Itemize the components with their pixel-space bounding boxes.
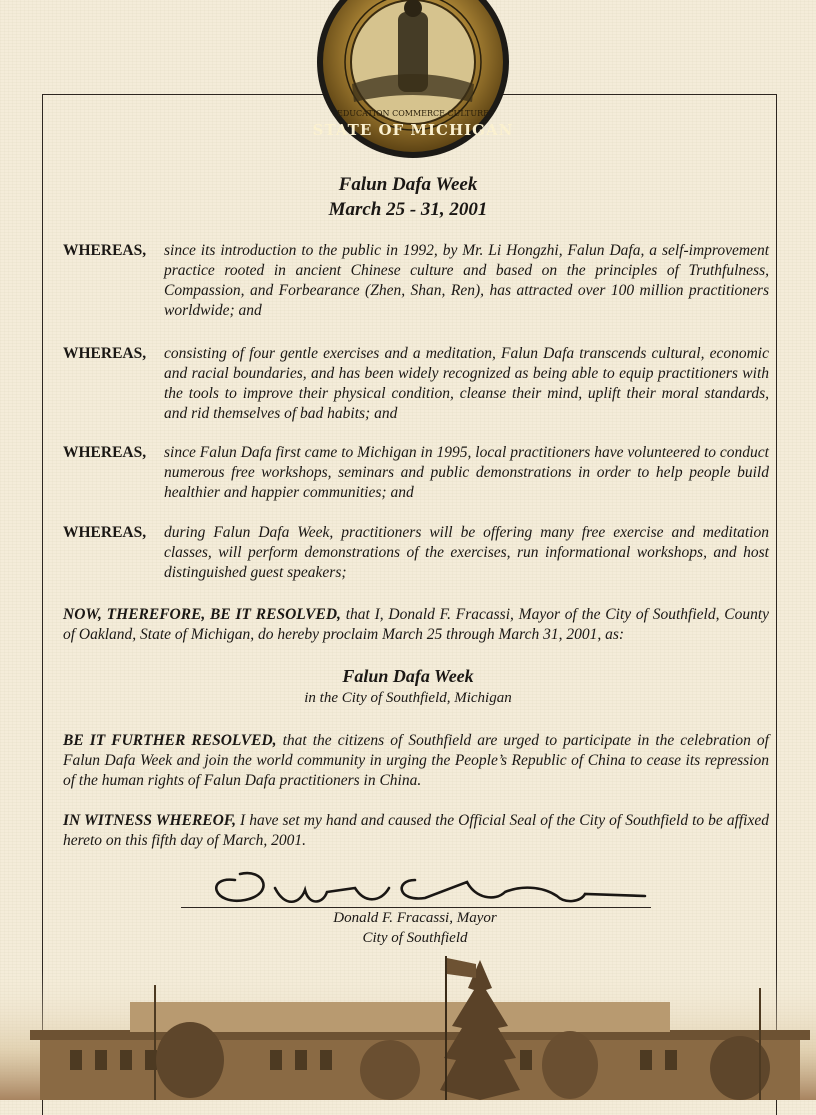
svg-text:EDUCATION COMMERCE CULTURE: EDUCATION COMMERCE CULTURE: [337, 109, 489, 118]
document-title: Falun Dafa Week: [338, 174, 478, 195]
further-lead: BE IT FURTHER RESOLVED,: [63, 732, 277, 749]
whereas-keyword: WHEREAS,: [63, 444, 147, 461]
signature-line: [181, 907, 651, 908]
signatory-name: Donald F. Fracassi, Mayor: [333, 910, 497, 926]
witness-text: I have set my hand and caused the Official Seal of the City of Southfield to be affixed hereto on this fifth day of March, 2001.: [63, 812, 769, 849]
whereas-keyword: WHEREAS,: [63, 345, 147, 362]
further-text: that the citizens of Southfield are urged to participate in the celebration of Falun Dafa Week and join the world community in urging the People’s Republic of China to cease its repression of the human rights of Falun Dafa practitioners in China.: [63, 732, 769, 789]
witness-paragraph: [63, 811, 769, 851]
whereas-clause-3: [63, 443, 769, 503]
whereas-keyword: WHEREAS,: [63, 242, 147, 259]
signatory-city: City of Southfield: [362, 930, 468, 946]
svg-text:STATE OF MICHIGAN: STATE OF MICHIGAN: [312, 121, 514, 139]
witness-lead: IN WITNESS WHEREOF,: [63, 812, 237, 829]
whereas-keyword: WHEREAS,: [63, 524, 147, 541]
document-title-block: [0, 172, 816, 222]
whereas-clause-4: [63, 523, 769, 583]
resolved-text: that I, Donald F. Fracassi, Mayor of the City of Southfield, County of Oakland, State of Michigan, do hereby proclaim March 25 through March 31, 2001, as:: [63, 606, 770, 643]
resolved-lead: NOW, THEREFORE, BE IT RESOLVED,: [63, 606, 341, 623]
proclamation-subtitle: in the City of Southfield, Michigan: [304, 690, 512, 706]
whereas-text: since its introduction to the public in 1992, by Mr. Li Hongzhi, Falun Dafa, a self-improvement practice rooted in ancient Chinese culture and based on the principles of Truthfulness, Compassion, and Forbearance (Zhen, Shan, Ren), has attracted over 100 million practitioners worldwide; and: [164, 242, 769, 319]
resolved-paragraph: [63, 605, 769, 645]
whereas-clause-1: [63, 241, 769, 321]
further-resolved-paragraph: [63, 731, 769, 791]
city-seal-icon: [312, 0, 514, 158]
proclamation-title: Falun Dafa Week: [342, 666, 474, 686]
whereas-text: during Falun Dafa Week, practitioners will be offering many free exercise and meditation classes, will perform demonstrations of the exercises, run informational workshops, and host distinguished guest speakers;: [164, 524, 769, 581]
document-dates: March 25 - 31, 2001: [328, 199, 488, 220]
handwritten-signature: [205, 858, 665, 918]
whereas-text: since Falun Dafa first came to Michigan in 1995, local practitioners have volunteered to conduct numerous free workshops, seminars and public demonstrations in order to help people build healthier and happier communities; and: [164, 444, 769, 501]
whereas-clause-2: [63, 344, 769, 424]
city-hall-photo: [0, 950, 816, 1100]
whereas-text: consisting of four gentle exercises and a meditation, Falun Dafa transcends cultural, economic and racial boundaries, and has been widely recognized as being able to equip practitioners with the tools to improve their physical condition, cleanse their mind, uplift their moral standards, and rid themselves of bad habits; and: [164, 345, 769, 422]
